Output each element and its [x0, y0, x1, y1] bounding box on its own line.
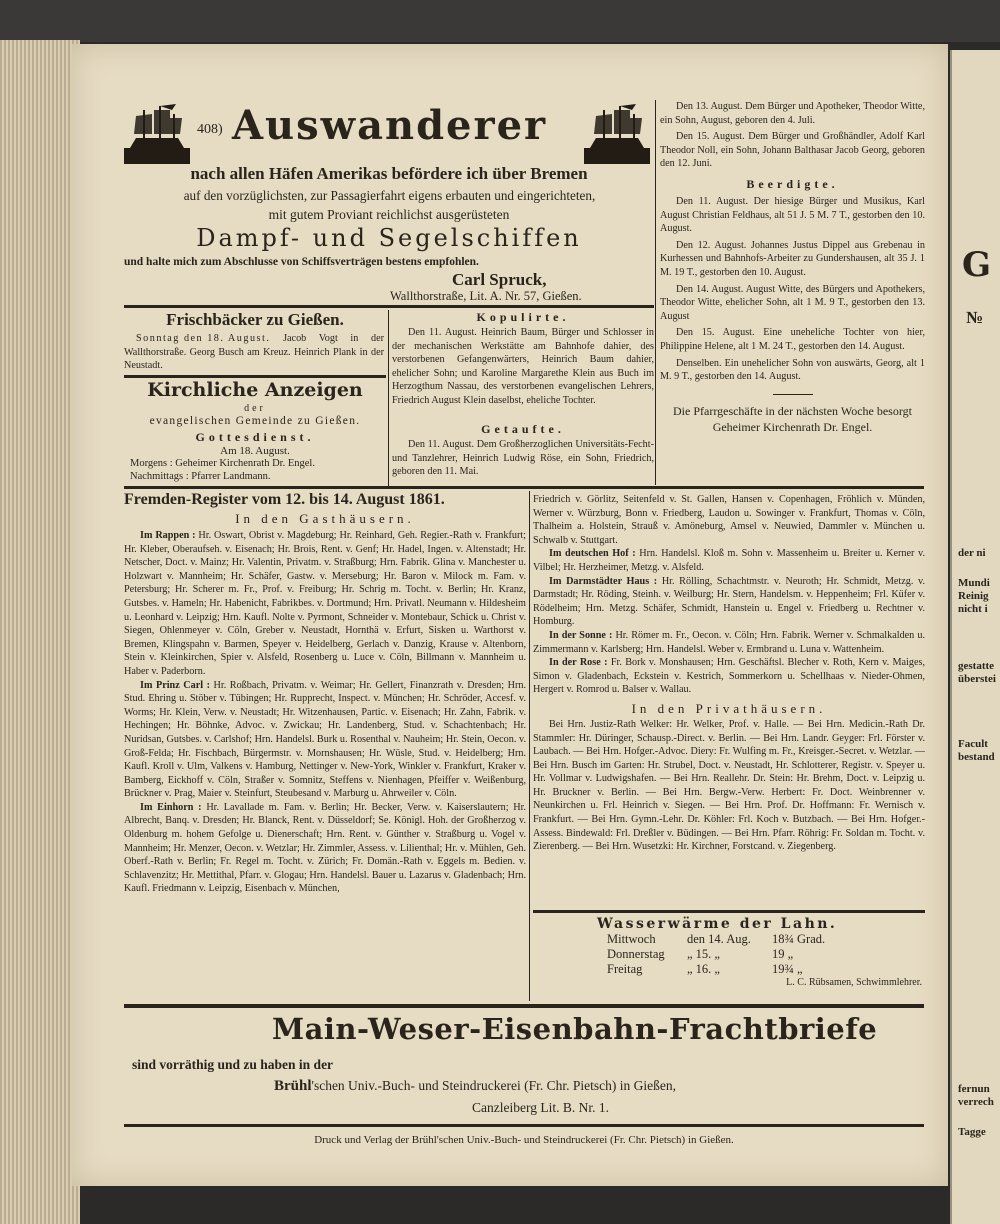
column-divider	[529, 491, 530, 1001]
ad-line: auf den vorzüglichsten, zur Passagierfahrt eigens erbauten und eingerichteten,	[183, 188, 596, 203]
inn-name: Im Einhorn :	[140, 801, 202, 813]
guest-list: Hr. Lavallade m. Fam. v. Berlin; Hr. Becker, Verw. v. Kaiserslautern; Hr. Albrecht, Banq. v. Dresden; Hr. Blanck, Rent. v. Düsseldorf; Se. Königl. Hoh. der Großherzog v. Oldenburg m. hohem Gefolge u. Dienerschaft; Hrn. Rent. v. Günther v. Straßburg u. Vogel v. Mannheim; Hr. Menzer, Oecon. v. Wetzlar; Hr. Zimmler, Assess. v. Lilienthal; Hr. v. Mühlen, Geh. Oberf.-Rath v. Berlin; Fr. Regel m. Tocht. v. Zürich; Fr. Domän.-Rath v. Eggels m. Bedien. v. Schlavenzitz; Hr. Mettithal, Pfarr. v. Glogau; Hrn. Handelsl. Bauer u. Lazarus v. Gladenbach; Hrn. Kaufl. Friedmann v. Leipzig, Eisenbach v. München,	[124, 801, 527, 895]
ad-address: Wallthorstraße, Lit. A. Nr. 57, Gießen.	[390, 289, 582, 303]
ship-icon	[124, 104, 190, 164]
water-row	[607, 932, 825, 947]
bakers-title: Frischbäcker zu Gießen.	[166, 310, 344, 329]
ad-line: nach allen Häfen Amerikas befördere ich über Bremen	[190, 164, 588, 183]
baptized-entry: Den 13. August. Dem Bürger und Apotheker, Theodor Witte, ein Sohn, August, geboren den 4. Juli.	[660, 101, 925, 126]
inn-name: Im Darmstädter Haus :	[549, 575, 658, 587]
private-title: In den Privathäusern.	[631, 700, 827, 716]
guest-list: Hr. Römer m. Fr., Oecon. v. Cöln; Hrn. Fabrik. Werner v. Schmalkalden u. Zimmermann v. Karlsberg; Hrn. Handelsl. Weber v. Ermbrand u. Luna v. Wattenheim.	[533, 629, 925, 655]
column-divider	[388, 310, 389, 486]
register-title: Fremden-Register vom 12. bis 14. August 1861.	[124, 491, 445, 508]
divider	[124, 486, 924, 489]
ad-headline: Dampf- und Segelschiffen	[196, 224, 582, 252]
church-subtitle: evangelischen Gemeinde zu Gießen.	[149, 415, 361, 427]
baptized-entry: Den 11. August. Dem Großherzoglichen Universitäts-Fecht- und Tanzlehrer, Heinrich Ludwig Röse, ein Sohn, Friedrich, geboren den 11. Mai.	[392, 439, 654, 478]
service-afternoon: Nachmittags : Pfarrer Landmann.	[130, 471, 271, 482]
freight-ad-title: Main-Weser-Eisenbahn-Frachtbriefe	[272, 1012, 878, 1046]
next-page-text: Facult	[958, 738, 988, 750]
pastor-notice: Die Pfarrgeschäfte in der nächsten Woche besorgt Geheimer Kirchenrath Dr. Engel.	[673, 403, 912, 434]
column-divider	[655, 100, 656, 485]
bakers-text	[124, 332, 384, 373]
divider	[124, 375, 386, 378]
inn-name: Im deutschen Hof :	[549, 548, 636, 560]
next-page-text: gestatte	[958, 660, 995, 672]
guest-list: Fr. Bork v. Monshausen; Hrn. Geschäftsl. Blecher v. Roth, Kern v. Maiges, Simon v. Gladenbach, Eckstein v. Kestrich, Sommerkorn u. Schellhaas v. Nieder-Ohmen, Hergert v. Romrod u. Balser v. Wallau.	[533, 657, 926, 696]
guest-list: Hr. Roßbach, Privatm. v. Weimar; Hr. Gellert, Finanzrath v. Dresden; Hrn. Stud. Ehring u. Stöber v. Tübingen; Hr. Rupprecht, Inspect. v. München; Hr. Schröder, Accesf. v. Worms; Hr. Klein, Verw. v. Neustadt; Hr. Witzenhausen, Partic. v. Eisenach; Hr. Zahn, Fabrik. v. Hechingen; Hr. Böhnke, Advoc. v. Zwickau; Hr. Landenberg, Stud. v. Schachtenbach; Hr. Nuridsan, Gutsbes. v. Carlshof; Hrn. Handelsl. Burk u. Rosenthal v. Nauheim; Hr. Stein, Oecon. v. Groß-Felda; Hr. Fischbach, Bürgermstr. v. Mornshausen; Hr. Wüsle, Stud. v. Heidelberg; Hrn. Kaufl. Kroll v. Ulm, Valkens v. Hamburg, Nettinger v. New-York, Winkler v. Frankfurt, Kraker v. Bamberg, Eickhoff v. Cöln, Straßer v. Somnitz, Steffens v. Nienhagen, Pfeiffer v. Weißenburg, Brückner v. Prag, Maier v. Steinfurt, Steubesand v. Marburg u. Ahrweiler v. Cöln.	[124, 679, 526, 800]
register-entry	[533, 656, 925, 697]
water-row	[607, 947, 825, 962]
next-page-text: Tagge	[958, 1126, 986, 1138]
divider	[124, 1004, 924, 1008]
service-date: Am 18. August.	[220, 445, 290, 457]
inn-name: Im Prinz Carl :	[140, 679, 210, 691]
inn-name: Im Rappen :	[140, 530, 196, 541]
ad-signature: Carl Spruck,	[452, 270, 547, 289]
married-entry: Den 11. August. Heinrich Baum, Bürger und Schlosser in der mechanischen Werkstätte am Bahnhofe dahier, des verstorbenen Gefangenwärters, Heinrich Baum dahier, ehelicher Sohn; und Karoline Margarethe Klein aus Buch im Herzogthum Nassau, des verstorbenen evangelischen Lehrers, Friedrich August Klein daselbst, eheliche Tochter.	[392, 327, 654, 406]
next-page-text: verrech	[958, 1096, 994, 1108]
register-entry	[533, 547, 925, 574]
day: Mittwoch	[607, 932, 656, 946]
register-entry	[124, 529, 526, 679]
married-title: Kopulirte.	[476, 310, 570, 324]
water-signature: L. C. Rübsamen, Schwimmlehrer.	[786, 977, 922, 988]
newspaper-page	[72, 44, 948, 1186]
next-page-number: №	[966, 308, 984, 327]
buried-entry: Den 12. August. Johannes Justus Dippel aus Grebenau in Kurhessen und Bahnhofs-Arbeiter zu Gundershausen, alt 35 J. 1 M. 19 T., gestorben den 10. August.	[660, 239, 925, 278]
church-title: Kirchliche Anzeigen	[147, 379, 363, 401]
register-entry	[124, 801, 526, 896]
inns-title: In den Gasthäusern.	[235, 511, 415, 526]
freight-ad-line	[274, 1078, 676, 1095]
next-page-text: Mundi	[958, 577, 990, 589]
temperature: 19¾ „	[772, 962, 803, 976]
service-morning: Morgens : Geheimer Kirchenrath Dr. Engel.	[130, 458, 315, 469]
buried-title: Beerdigte.	[746, 176, 839, 191]
register-entry	[533, 629, 925, 656]
ad-title: Auswanderer	[232, 102, 548, 149]
next-page-text: bestand	[958, 751, 995, 763]
freight-ad-address: Canzleiberg Lit. B. Nr. 1.	[472, 1100, 609, 1115]
book-page-edges	[0, 40, 80, 1224]
buried-entry: Denselben. Ein unehelicher Sohn von auswärts, Georg, alt 1 M. 9 T., gestorben den 14. August.	[660, 357, 925, 383]
ad-line: und halte mich zum Abschlusse von Schiffsverträgen bestens empfohlen.	[124, 256, 479, 268]
buried-entry: Den 11. August. Der hiesige Bürger und Musikus, Karl August Christian Feldhaus, alt 51 J. 5 M. 7 T., gestorben den 10. August.	[660, 195, 925, 235]
ad-line: mit gutem Proviant reichlichst ausgerüsteten	[268, 207, 510, 222]
register-entry	[124, 679, 526, 801]
next-page-text: der ni	[958, 547, 986, 559]
next-page-text: fernun	[958, 1083, 990, 1095]
next-page-masthead: G	[962, 245, 992, 285]
imprint-footer: Druck und Verlag der Brühl'schen Univ.-Buch- und Steindruckerei (Fr. Chr. Pietsch) in Gießen.	[314, 1134, 734, 1146]
buried-entry: Den 15. August. Eine uneheliche Tochter von hier, Philippine Helene, alt 1 M. 24 T., gestorben den 14. August.	[660, 327, 925, 352]
bakers-names: Jacob Vogt in der Wallthorstraße. Georg Busch am Kreuz. Heinrich Plank in der Neustadt.	[124, 333, 384, 372]
date: „ 16. „	[687, 962, 720, 976]
register-entry	[533, 575, 925, 629]
guest-list: Hr. Rölling, Schachtmstr. v. Neuroth; Hr. Schmidt, Metzg. v. Darmstadt; Hr. Röding, Steinh. v. Weilburg; Hr. Stern, Handelsm. v. Heppenheim; Frl. Küfer v. Rödelheim; Hrn. Metzg. Schäfer, Schmidt, Hanstein u. Engel v. Friedberg u. Rechtner v. Homburg.	[533, 575, 925, 628]
day: Donnerstag	[607, 947, 665, 961]
baptized-title: Getaufte.	[481, 422, 565, 436]
service-title: Gottesdienst.	[195, 430, 315, 444]
next-page-text: überstei	[958, 673, 996, 685]
printer-text: 'schen Univ.-Buch- und Steindruckerei (Fr. Chr. Pietsch) in Gießen,	[311, 1078, 677, 1093]
freight-ad-line: sind vorräthig und zu haben in der	[132, 1057, 334, 1072]
printer-name: Brühl	[274, 1078, 312, 1094]
buried-entry: Den 14. August. August Witte, des Bürgers und Apothekers, Theodor Witte, ehelicher Sohn, alt 1 M. 9 T., gestorben den 13. August	[660, 283, 925, 322]
divider	[124, 1124, 924, 1127]
next-page-text: nicht i	[958, 603, 988, 615]
scanner-background	[0, 0, 1000, 42]
water-table	[607, 932, 825, 977]
date: „ 15. „	[687, 947, 720, 961]
guest-list: Friedrich v. Görlitz, Seitenfeld v. St. Gallen, Hansen v. Copenhagen, Fröhlich v. Münden, Werner v. Würzburg, Bonn v. Friedberg, Laudon u. Sowinger v. Frankfurt, Thomas v. Cöln, Thalheim a. Holstein, Strauß v. Amöneburg, Amsel v. Neuwied, Dammler v. München u. Schwalb v. Stuttgart.	[533, 494, 925, 546]
guest-list: Hrn. Handelsl. Kloß m. Sohn v. Massenheim u. Breiter u. Kerner v. Vilbel; Hr. Herzheimer, Metzg. v. Alsfeld.	[533, 548, 925, 573]
day: Freitag	[607, 962, 643, 976]
divider	[533, 910, 925, 913]
temperature: 18¾ Grad.	[772, 932, 826, 946]
inn-name: In der Sonne :	[549, 629, 613, 641]
private-guests: Bei Hrn. Justiz-Rath Welker: Hr. Welker, Prof. v. Halle. — Bei Hrn. Medicin.-Rath Dr. Stammler: Hr. Düringer, Schausp.-Direct. v. Berlin. — Bei Hrn. Landr. Geyger: Frl. Förster v. Laubach. — Bei Hrn. Hofger.-Advoc. Diery: Fr. Wulfing m. Fr., Kreisger.-Secret. v. Wetzlar. — Bei Hrn. Busch im Garten: Hr. Strubel, Doct. v. Neustadt, Hr. Schlotterer, Registr. v. Speyer u. Hr. Vollmar v. Ludwigshafen. — Bei Hrn. Reallehr. Dr. Stein: Hr. Brehm, Doct. v. Leipzig u. Hr. Bruckner v. Berlin. — Bei Hrn. Bergw.-Verw. Herbert: Fr. Doct. Weinbrenner v. Neunkirchen u. Frl. Heinrich v. Siegen. — Bei Hrn. Prof. Dr. Hoffmann: Fr. Wernisch v. Frankfurt. — Bei Hrn. Gymn.-Lehr. Dr. Köhler: Frl. Koch v. Butzbach. — Bei Hrn. Hofger.-Assess. Bindewald: Frl. Dreßler v. Büdingen. — Bei Hrn. Pfarr. Röhrig: Fr. Soldan m. Tocht. v. Zierenberg. — Bei Hrn. Wusetzki: Hr. Kirchner, Forstcand. v. Ziegenberg.	[533, 718, 925, 853]
ship-icon	[584, 104, 650, 164]
water-row	[607, 962, 825, 977]
church-subtitle: der	[244, 403, 266, 414]
next-page-edge	[950, 50, 1000, 1224]
temperature: 19 „	[772, 947, 794, 961]
baptized-entry: Den 15. August. Dem Bürger und Großhändler, Adolf Karl Theodor Noll, ein Sohn, Johann Balthasar Jacob Georg, geboren den 12. Juni.	[660, 131, 925, 170]
guest-list: Hr. Oswart, Obrist v. Magdeburg; Hr. Reinhard, Geh. Regier.-Rath v. Frankfurt; Hr. Kleber, Oberaufseh. v. Eisenach; Hr. Brois, Rent. v. Genf; Hr. Hadel, Ingen. v. Altenstadt; Hr. Netscher, Doct. v. Mainz; Hr. Valentin, Privatm. v. Straßburg; Hrn. Fabrik. Glina v. Manchester u. Holzwart v. Mannheim; Hr. Schäfer, Gastw. v. Merseburg; Hr. Baron v. Milock m. Fam. v. Petersburg; Hr. Scherer m. Fr., Prof. v. Freiburg; Hr. Schrig m. Tocht. v. Berlin; Hr. Kranz, Gutsbes. v. Hameln; Hr. Habenicht, Fabrikbes. v. Dortmund; Hrn. Privatl. Neumann v. Hildesheim u. Leonhard v. Leipzig; Hrn. Kaufl. Nolte v. Pyrmont, Schneider v. Montebaur, Schick u. Christ v. Siegen, Ohlenmeyer v. Cöln, Greber v. Neustadt, Hornthä v. Erfurt, Sisken u. Warthorst v. Bremen, Klingspahn v. Barmen, Speyer v. Heidelberg, Gerlach v. Danzig, Krause v. Altenborn, Stein v. Kleinkirchen, Spier v. Alsfeld, Rosenberg u. Luce v. Cöln, Billmann v. Mannheim u. Haber v. Paderborn.	[124, 530, 527, 677]
ad-number: 408)	[197, 122, 223, 137]
bakers-date: Sonntag den 18. August.	[136, 333, 271, 344]
next-page-text: Reinig	[958, 590, 989, 602]
date: den 14. Aug.	[687, 932, 751, 946]
divider	[773, 394, 813, 395]
water-title: Wasserwärme der Lahn.	[597, 916, 838, 932]
divider	[124, 305, 654, 308]
inn-name: In der Rose :	[549, 657, 608, 669]
